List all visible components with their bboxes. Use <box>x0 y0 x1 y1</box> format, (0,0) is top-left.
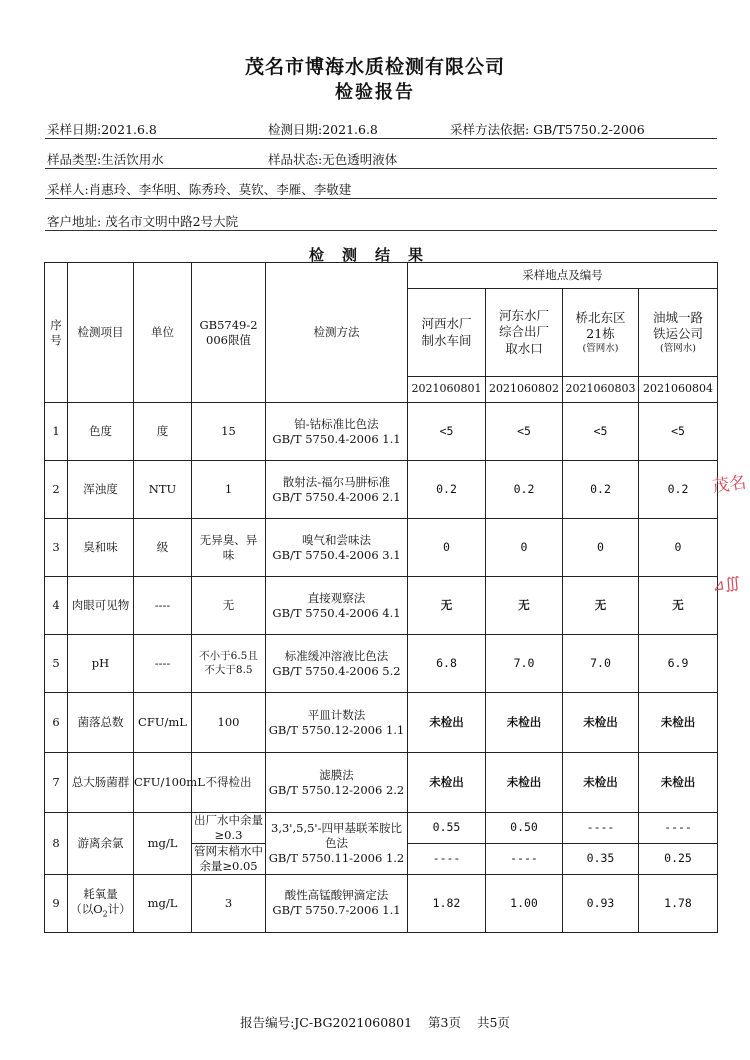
row-limit: 无 <box>192 577 266 635</box>
row-value: ---- <box>563 813 639 844</box>
sample-state: 样品状态:无色透明液体 <box>268 152 398 167</box>
site-name: 河西水厂制水车间 <box>408 289 486 377</box>
header-unit: 单位 <box>134 263 192 403</box>
row-value: ---- <box>639 813 718 844</box>
row-value: 0.93 <box>563 874 639 932</box>
sampling-method: 采样方法依据: GB/T5750.2-2006 <box>450 122 645 137</box>
row-unit: mg/L <box>134 874 192 932</box>
report-number: 报告编号:JC-BG2021060801 <box>240 1015 413 1030</box>
row-value: <5 <box>639 403 718 461</box>
sample-type: 样品类型:生活饮用水 <box>47 152 164 167</box>
site-note: (管网水) <box>660 342 696 354</box>
header-limit: GB5749-2006限值 <box>192 263 266 403</box>
row-item: 色度 <box>68 403 134 461</box>
page-number: 第3页 <box>428 1015 461 1030</box>
table-row <box>45 461 718 519</box>
table-row <box>45 577 718 635</box>
row-method: 嗅气和尝味法 GB/T 5750.4-2006 3.1 <box>266 519 408 577</box>
row-no: 2 <box>45 461 68 519</box>
table-row <box>45 519 718 577</box>
page-total: 共5页 <box>476 1015 510 1030</box>
row-unit: CFU/100mL <box>134 753 192 813</box>
row-method: 直接观察法 GB/T 5750.4-2006 4.1 <box>266 577 408 635</box>
row-limit: 1 <box>192 461 266 519</box>
row-value: <5 <box>486 403 563 461</box>
table-row <box>45 813 718 844</box>
header-sites-group: 采样地点及编号 <box>408 263 718 289</box>
row-method: 酸性高锰酸钾滴定法 GB/T 5750.7-2006 1.1 <box>266 874 408 932</box>
row-value: ---- <box>486 843 563 874</box>
header-method: 检测方法 <box>266 263 408 403</box>
results-table <box>44 262 718 933</box>
row-no: 6 <box>45 693 68 753</box>
row-no: 1 <box>45 403 68 461</box>
row-value: 6.8 <box>408 635 486 693</box>
row-value: 无 <box>563 577 639 635</box>
row-value: 0.2 <box>563 461 639 519</box>
row-unit: CFU/mL <box>134 693 192 753</box>
row-method: 散射法-福尔马肼标准 GB/T 5750.4-2006 2.1 <box>266 461 408 519</box>
row-value: 无 <box>486 577 563 635</box>
row-value: 0.50 <box>486 813 563 844</box>
row-value: 0 <box>408 519 486 577</box>
row-limit: 出厂水中余量≥0.3 <box>192 813 266 844</box>
row-item: pH <box>68 635 134 693</box>
row-value: 0 <box>486 519 563 577</box>
row-item: 肉眼可见物 <box>68 577 134 635</box>
row-value: 0.2 <box>639 461 718 519</box>
seam-stamp-fragment: ⊿∭ <box>710 573 742 595</box>
row-limit: 100 <box>192 693 266 753</box>
info-row-samplers <box>45 176 717 199</box>
row-method: 标准缓冲溶液比色法 GB/T 5750.4-2006 5.2 <box>266 635 408 693</box>
row-item: 耗氧量 （以$O_2$计） <box>68 874 134 932</box>
table-row <box>45 753 718 813</box>
row-unit: mg/L <box>134 813 192 875</box>
row-unit: ---- <box>134 577 192 635</box>
site-code: 2021060803 <box>563 377 639 403</box>
row-method: 滤膜法 GB/T 5750.12-2006 2.2 <box>266 753 408 813</box>
row-value: 0.2 <box>486 461 563 519</box>
row-value: 6.9 <box>639 635 718 693</box>
row-value: 1.78 <box>639 874 718 932</box>
row-value: 未检出 <box>408 753 486 813</box>
row-value: 0.25 <box>639 843 718 874</box>
row-limit: 不小于6.5且不大于8.5 <box>192 635 266 693</box>
row-unit: 级 <box>134 519 192 577</box>
row-limit: 3 <box>192 874 266 932</box>
row-value: 7.0 <box>563 635 639 693</box>
row-value: 未检出 <box>408 693 486 753</box>
testing-date: 检测日期:2021.6.8 <box>268 122 378 137</box>
row-no: 4 <box>45 577 68 635</box>
row-item: 菌落总数 <box>68 693 134 753</box>
header-item: 检测项目 <box>68 263 134 403</box>
row-value: 0 <box>639 519 718 577</box>
header-no: 序号 <box>45 263 68 403</box>
row-value: 未检出 <box>563 693 639 753</box>
row-item: 游离余氯 <box>68 813 134 875</box>
row-unit: NTU <box>134 461 192 519</box>
row-value: 0.2 <box>408 461 486 519</box>
result-rows <box>45 403 718 813</box>
samplers: 采样人:肖惠玲、李华明、陈秀玲、莫钦、李雁、李敬建 <box>47 182 352 197</box>
site-code: 2021060801 <box>408 377 486 403</box>
row-no: 7 <box>45 753 68 813</box>
row-value: 0.55 <box>408 813 486 844</box>
site-note: (管网水) <box>582 342 619 354</box>
row-item: 浑浊度 <box>68 461 134 519</box>
table-row <box>45 874 718 932</box>
row-method: 平皿计数法 GB/T 5750.12-2006 1.1 <box>266 693 408 753</box>
row-value: 未检出 <box>563 753 639 813</box>
row-value: 0 <box>563 519 639 577</box>
row-value: 0.35 <box>563 843 639 874</box>
table-row <box>45 635 718 693</box>
footer <box>0 1013 750 1031</box>
row-unit: 度 <box>134 403 192 461</box>
row-value: 1.00 <box>486 874 563 932</box>
row-value: 1.82 <box>408 874 486 932</box>
site-name: 油城一路铁运公司 (管网水) <box>639 289 718 377</box>
row-no: 3 <box>45 519 68 577</box>
row-unit: ---- <box>134 635 192 693</box>
site-code: 2021060804 <box>639 377 718 403</box>
row-value: <5 <box>563 403 639 461</box>
info-row-address <box>45 208 717 231</box>
table-row <box>45 693 718 753</box>
row-value: 未检出 <box>486 693 563 753</box>
report-title: 检验报告 <box>335 82 415 103</box>
site-code: 2021060802 <box>486 377 563 403</box>
site-name: 桥北东区21栋 (管网水) <box>563 289 639 377</box>
info-row-sample <box>45 146 717 169</box>
client-address: 客户地址: 茂名市文明中路2号大院 <box>47 214 239 229</box>
row-value: 7.0 <box>486 635 563 693</box>
seam-stamp-fragment: 茂名 <box>711 472 748 498</box>
row-value: <5 <box>408 403 486 461</box>
row-item: 臭和味 <box>68 519 134 577</box>
row-limit: 不得检出 <box>192 753 266 813</box>
row-no: 5 <box>45 635 68 693</box>
company-name: 茂名市博海水质检测有限公司 <box>244 56 505 78</box>
row-no: 9 <box>45 874 68 932</box>
row-method: 3,3',5,5'-四甲基联苯胺比色法 GB/T 5750.11-2006 1.2 <box>266 813 408 875</box>
row-limit: 15 <box>192 403 266 461</box>
row-item: 总大肠菌群 <box>68 753 134 813</box>
sampling-date: 采样日期:2021.6.8 <box>47 122 157 137</box>
row-value: 无 <box>408 577 486 635</box>
row-no: 8 <box>45 813 68 875</box>
row-value: 无 <box>639 577 718 635</box>
row-value: 未检出 <box>639 753 718 813</box>
row-value: 未检出 <box>486 753 563 813</box>
table-row <box>45 403 718 461</box>
row-value: ---- <box>408 843 486 874</box>
row-method: 铂-钴标准比色法 GB/T 5750.4-2006 1.1 <box>266 403 408 461</box>
site-name: 河东水厂综合出厂取水口 <box>486 289 563 377</box>
row-limit: 无异臭、异味 <box>192 519 266 577</box>
row-limit: 管网末梢水中余量≥0.05 <box>192 843 266 874</box>
results-title: 检测结果 <box>308 246 441 264</box>
info-row-dates <box>45 116 717 139</box>
row-value: 未检出 <box>639 693 718 753</box>
